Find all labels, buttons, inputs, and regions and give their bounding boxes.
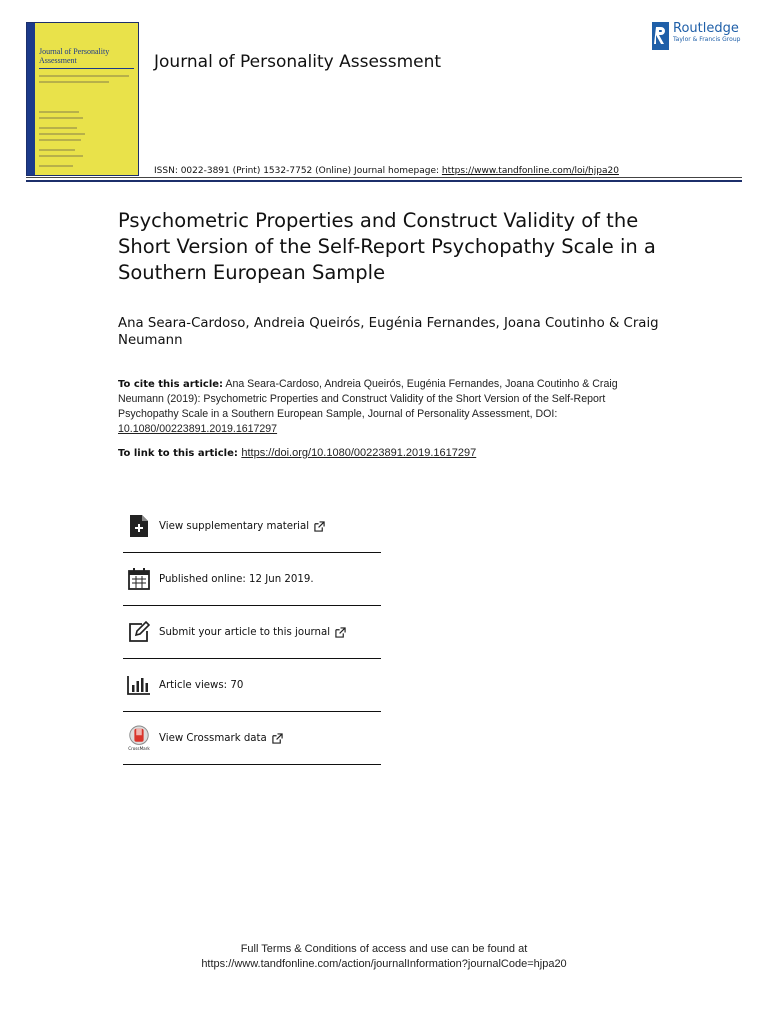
footer-line-1: Full Terms & Conditions of access and use can be found at bbox=[240, 943, 528, 955]
external-link-icon bbox=[272, 733, 283, 744]
citation-block bbox=[118, 377, 638, 437]
article-views-label: Article views: 70 bbox=[159, 679, 244, 691]
article-link[interactable]: https://doi.org/10.1080/00223891.2019.1617297 bbox=[241, 447, 477, 459]
journal-name: Journal of Personality Assessment bbox=[154, 52, 442, 72]
citation-text: Ana Seara-Cardoso, Andreia Queirós, Eugénia Fernandes, Joana Coutinho & Craig Neumann (2019): Psychometric Properties and Construct Validity of the Short Version of the Self-Report Psychopathy Scale in a Southern European Sample, Journal of Personality Assessment, DOI: bbox=[118, 378, 618, 420]
article-link-label: To link to this article: bbox=[118, 448, 242, 459]
submit-article-row[interactable] bbox=[123, 606, 381, 659]
routledge-logo-icon bbox=[652, 22, 669, 50]
submit-article-label: Submit your article to this journal bbox=[159, 626, 331, 638]
article-meta-list bbox=[123, 500, 381, 765]
cover-text-line bbox=[39, 111, 79, 113]
cover-text-line bbox=[39, 139, 81, 141]
issn-line bbox=[154, 166, 619, 176]
cover-text-line bbox=[39, 81, 109, 83]
journal-homepage-link[interactable]: https://www.tandfonline.com/loi/hjpa20 bbox=[441, 166, 619, 176]
crossmark-icon bbox=[127, 726, 151, 750]
cover-text-line bbox=[39, 117, 83, 119]
cover-spine bbox=[27, 23, 35, 175]
citation-label: To cite this article: bbox=[118, 379, 224, 390]
issn-text: ISSN: 0022-3891 (Print) 1532-7752 (Online) Journal homepage: bbox=[154, 166, 442, 176]
cover-divider bbox=[39, 68, 134, 69]
supplementary-material-label: View supplementary material bbox=[159, 520, 310, 532]
header-divider bbox=[26, 180, 742, 182]
header-divider-thin bbox=[26, 177, 742, 178]
cover-text-line bbox=[39, 165, 73, 167]
cover-title: Journal of Personality Assessment bbox=[39, 47, 110, 65]
external-link-icon bbox=[335, 627, 346, 638]
supplementary-material-link[interactable] bbox=[159, 521, 325, 532]
cover-text-line bbox=[39, 149, 75, 151]
publisher-name: Routledge bbox=[673, 21, 739, 36]
bar-chart-icon bbox=[127, 673, 151, 697]
crossmark-label: View Crossmark data bbox=[159, 732, 267, 744]
publisher-logo bbox=[652, 22, 740, 50]
publisher-subtitle: Taylor & Francis Group bbox=[673, 36, 741, 43]
terms-footer bbox=[0, 942, 768, 972]
article-views-row bbox=[123, 659, 381, 712]
article-authors: Ana Seara-Cardoso, Andreia Queirós, Eugénia Fernandes, Joana Coutinho & Craig Neumann bbox=[118, 316, 659, 348]
article-link-block bbox=[118, 446, 638, 461]
article-title: Psychometric Properties and Construct Validity of the Short Version of the Self-Report Psychopathy Scale in a Southern European Sample bbox=[118, 209, 656, 284]
journal-cover-image bbox=[26, 22, 139, 176]
cover-text-line bbox=[39, 127, 77, 129]
supplementary-material-row[interactable] bbox=[123, 500, 381, 553]
cover-text-line bbox=[39, 155, 83, 157]
calendar-icon bbox=[127, 567, 151, 591]
published-online-label: Published online: 12 Jun 2019. bbox=[159, 573, 314, 585]
supplementary-file-icon bbox=[127, 514, 151, 538]
published-online-row bbox=[123, 553, 381, 606]
submit-article-link[interactable] bbox=[159, 627, 346, 638]
doi-link[interactable]: 10.1080/00223891.2019.1617297 bbox=[118, 423, 278, 435]
crossmark-link[interactable] bbox=[159, 733, 283, 744]
crossmark-row[interactable] bbox=[123, 712, 381, 765]
edit-icon bbox=[127, 620, 151, 644]
crossmark-caption: CrossMark bbox=[128, 746, 150, 751]
cover-text-line bbox=[39, 133, 85, 135]
cover-text-line bbox=[39, 75, 129, 77]
footer-terms-link[interactable]: https://www.tandfonline.com/action/journalInformation?journalCode=hjpa20 bbox=[201, 958, 567, 970]
external-link-icon bbox=[314, 521, 325, 532]
